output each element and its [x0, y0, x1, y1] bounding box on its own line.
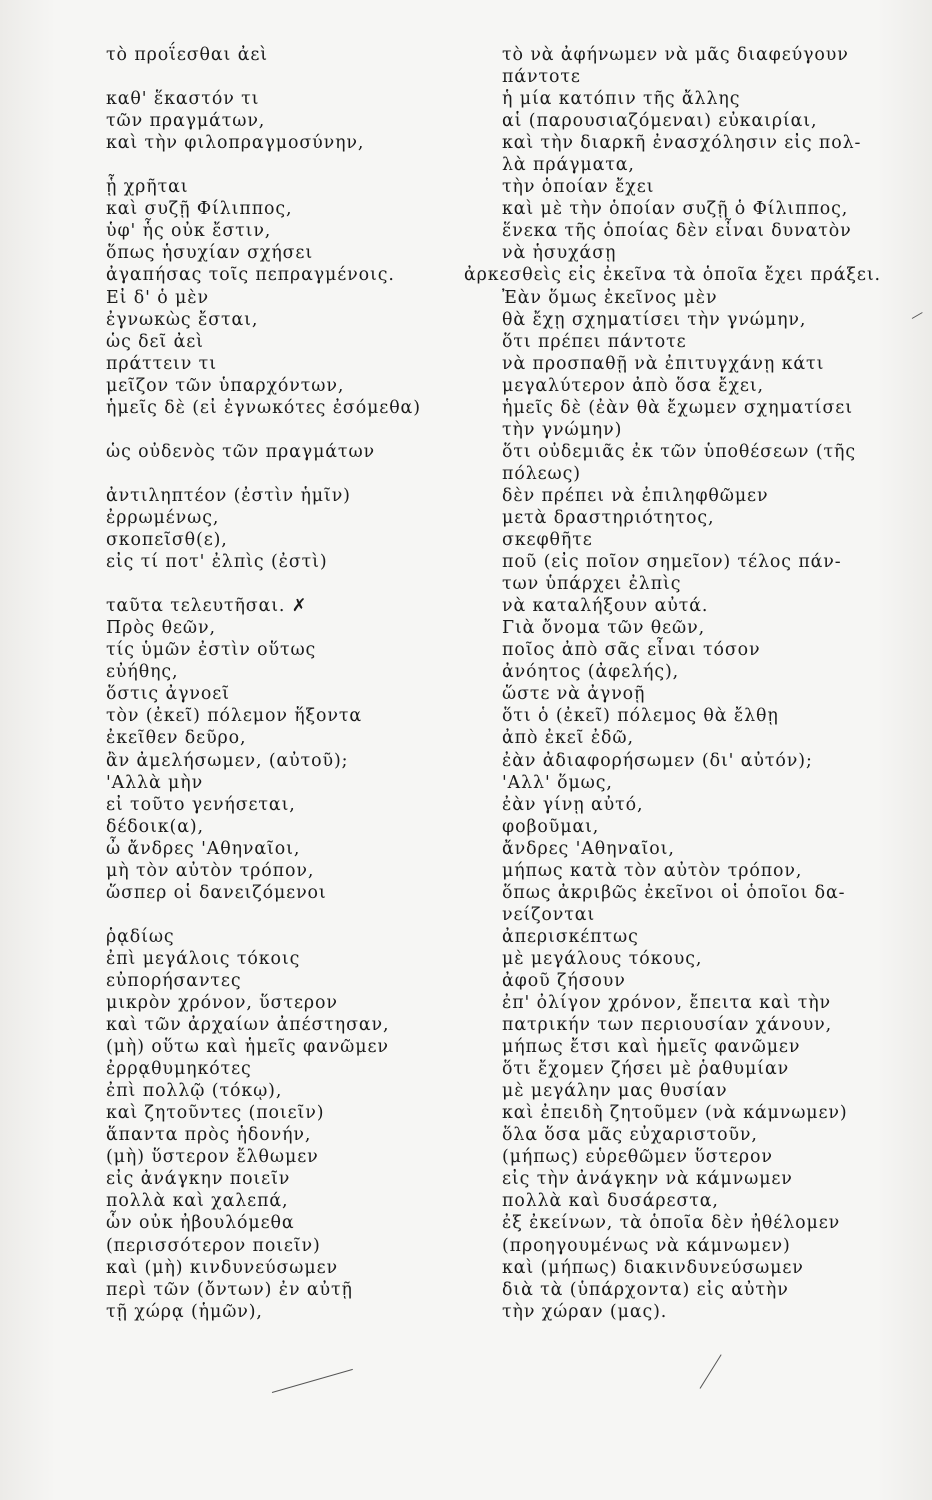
greek-text-line: καὶ τὴν φιλοπραγμοσύνην,: [106, 133, 365, 154]
greek-text-line: ὅστις ἀγνοεῖ: [106, 684, 230, 705]
greek-text-line: μὴ τὸν αὐτὸν τρόπον,: [106, 860, 315, 881]
translation-text-line: ὅτι οὐδεμιᾶς ἐκ τῶν ὑποθέσεων (τῆς: [502, 441, 856, 462]
greek-text-line: καθ' ἕκαστόν τι: [106, 89, 260, 110]
greek-text-line: [106, 154, 476, 176]
translation-text-line: ἀφοῦ ζήσουν: [502, 970, 626, 991]
translation-text-line: τὴν ὁποίαν ἔχει: [502, 177, 655, 198]
translation-text-line: ὅτι πρέπει πάντοτε: [502, 331, 687, 352]
greek-text-line: πολλὰ καὶ χαλεπά,: [106, 1191, 289, 1212]
greek-text-line: τῇ χώρᾳ (ἡμῶν),: [106, 1301, 263, 1322]
greek-text-line: ῥᾳδίως: [106, 926, 175, 947]
greek-text-line: ἐπὶ πολλῷ (τόκῳ),: [106, 1081, 283, 1102]
greek-text-line: ὦ ἄνδρες 'Αθηναῖοι,: [106, 838, 301, 859]
greek-text-line: [106, 419, 476, 441]
translation-text-line: Γιὰ ὄνομα τῶν θεῶν,: [502, 618, 706, 639]
translation-text-line: τὸ νὰ ἀφήνωμεν νὰ μᾶς διαφεύγουν: [502, 45, 849, 65]
translation-text-line: μεγαλύτερον ἀπὸ ὅσα ἔχει,: [502, 375, 764, 396]
translation-text-line: πάντοτε: [502, 67, 581, 88]
translation-text-line: τὴν γνώμην): [502, 419, 623, 440]
translation-text-line: θὰ ἔχῃ σχηματίσει τὴν γνώμην,: [502, 309, 807, 330]
greek-text-line: ὥσπερ οἱ δανειζόμενοι: [106, 882, 327, 903]
translation-text-line: ὅτι ὁ (ἐκεῖ) πόλεμος θὰ ἔλθῃ: [502, 706, 779, 727]
translation-text-line: ὥστε νὰ ἀγνοῇ: [502, 684, 646, 705]
translation-text-line: μετὰ δραστηριότητος,: [502, 507, 715, 528]
greek-text-line: ᾗ χρῆται: [106, 177, 189, 198]
greek-text-line: ἐπὶ μεγάλοις τόκοις: [106, 948, 301, 969]
greek-text-line: τίς ὑμῶν ἐστὶν οὕτως: [106, 640, 317, 661]
greek-text-line: καὶ ζητοῦντες (ποιεῖν): [106, 1103, 325, 1124]
greek-text-line: ἐγνωκὼς ἔσται,: [106, 309, 259, 330]
translation-text-line: ποῖος ἀπὸ σᾶς εἶναι τόσον: [502, 640, 761, 661]
greek-text-line: τῶν πραγμάτων,: [106, 111, 266, 132]
translation-text-line: καὶ (μήπως) διακινδυνεύσωμεν: [502, 1257, 804, 1278]
translation-text-line: τὴν χώραν (μας).: [502, 1301, 668, 1322]
translation-text-line: πόλεως): [502, 463, 581, 484]
translation-text-line: διὰ τὰ (ὑπάρχοντα) εἰς αὐτὴν: [502, 1279, 789, 1300]
translation-text-line: νὰ καταλήξουν αὐτά.: [502, 596, 709, 617]
translation-text-line: μὲ μεγάλους τόκους,: [502, 948, 703, 969]
greek-text-line: εἰς ἀνάγκην ποιεῖν: [106, 1169, 291, 1190]
translation-text-line: μήπως ἔτσι καὶ ἡμεῖς φανῶμεν: [502, 1037, 801, 1058]
greek-text-line: [106, 904, 476, 926]
translation-text-line: ἡμεῖς δὲ (ἐὰν θὰ ἔχωμεν σχηματίσει: [502, 397, 853, 418]
translation-text-line: ἕνεκα τῆς ὁποίας δὲν εἶναι δυνατὸν: [502, 221, 852, 242]
greek-text-line: σκοπεῖσθ(ε),: [106, 530, 228, 551]
greek-text-line: ὅπως ἡσυχίαν σχήσει: [106, 243, 314, 264]
greek-text-line: (περισσότερον ποιεῖν): [106, 1235, 321, 1256]
greek-text-line: ἀντιληπτέον (ἐστὶν ἡμῖν): [106, 485, 351, 506]
translation-text-line: ἐὰν ἀδιαφορήσωμεν (δι' αὐτόν);: [502, 750, 813, 771]
translation-text-line: νείζονται: [502, 904, 596, 925]
pen-stroke-bottom-left: [272, 1369, 353, 1393]
translation-text-line: των ὑπάρχει ἐλπὶς: [502, 574, 682, 595]
translation-text-line: 'Αλλ' ὅμως,: [502, 772, 613, 793]
greek-text-line: εὐπορήσαντες: [106, 970, 242, 991]
translation-text-line: (προηγουμένως νὰ κάμνωμεν): [502, 1235, 791, 1256]
translation-text-line: φοβοῦμαι,: [502, 816, 600, 837]
greek-text-line: πράττειν τι: [106, 353, 217, 374]
greek-text-line: μικρὸν χρόνον, ὕστερον: [106, 993, 338, 1014]
greek-text-line: ὧν οὐκ ἠβουλόμεθα: [106, 1213, 295, 1234]
translation-text-line: ἐὰν γίνῃ αὐτό,: [502, 794, 644, 815]
translation-text-line: ἀρκεσθεὶς εἰς ἐκεῖνα τὰ ὁποῖα ἔχει πράξει.: [464, 265, 881, 286]
greek-text-line: καὶ (μὴ) κινδυνεύσωμεν: [106, 1257, 338, 1278]
translation-text-line: ποῦ (εἰς ποῖον σημεῖον) τέλος πάν-: [502, 552, 842, 573]
translation-text-line: πολλὰ καὶ δυσάρεστα,: [502, 1191, 719, 1212]
greek-text-line: εἰ τοῦτο γενήσεται,: [106, 794, 296, 815]
greek-text-line: [106, 66, 476, 88]
greek-text-line: ὡς οὐδενὸς τῶν πραγμάτων: [106, 441, 375, 462]
greek-text-line: (μὴ) ὕστερον ἔλθωμεν: [106, 1147, 319, 1168]
translation-text-line: λὰ πράγματα,: [502, 155, 635, 176]
pen-stroke-bottom-right: [700, 1354, 722, 1388]
translation-text-line: ἐξ ἐκείνων, τὰ ὁποῖα δὲν ἠθέλομεν: [502, 1213, 841, 1234]
greek-text-line: ἐρρᾳθυμηκότες: [106, 1059, 252, 1080]
greek-text-line: ὑφ' ἧς οὐκ ἔστιν,: [106, 221, 272, 242]
greek-text-line: [106, 463, 476, 485]
greek-text-line: καὶ τῶν ἀρχαίων ἀπέστησαν,: [106, 1015, 390, 1036]
translation-text-line: αἱ (παρουσιαζόμεναι) εὐκαιρίαι,: [502, 111, 818, 132]
translation-text-line: ἀπερισκέπτως: [502, 926, 639, 947]
translation-text-line: ὅλα ὅσα μᾶς εὐχαριστοῦν,: [502, 1125, 758, 1146]
translation-text-line: καὶ μὲ τὴν ὁποίαν συζῇ ὁ Φίλιππος,: [502, 199, 849, 220]
greek-text-line: ἐρρωμένως,: [106, 507, 220, 528]
greek-text-line: ἅπαντα πρὸς ἡδονήν,: [106, 1125, 312, 1146]
translation-text-line: μὲ μεγάλην μας θυσίαν: [502, 1081, 728, 1102]
translation-text-line: εἰς τὴν ἀνάγκην νὰ κάμνωμεν: [502, 1169, 793, 1190]
translation-text-line: πατρικήν των περιουσίαν χάνουν,: [502, 1015, 833, 1036]
modern-greek-translation-column: [464, 44, 922, 1323]
greek-text-line: εὐήθης,: [106, 662, 179, 683]
translation-text-line: ὅπως ἀκριβῶς ἐκεῖνοι οἱ ὁποῖοι δα-: [502, 882, 846, 903]
greek-text-line: (μὴ) οὕτω καὶ ἡμεῖς φανῶμεν: [106, 1037, 389, 1058]
greek-text-line: ταῦτα τελευτῆσαι. ✗: [106, 596, 308, 617]
greek-text-line: δέδοικ(α),: [106, 816, 204, 837]
greek-text-line: τὸν (ἐκεῖ) πόλεμον ἥξοντα: [106, 706, 363, 727]
translation-text-line: ὅτι ἔχομεν ζήσει μὲ ῥαθυμίαν: [502, 1059, 790, 1080]
greek-text-line: περὶ τῶν (ὄντων) ἐν αὐτῇ: [106, 1279, 353, 1300]
translation-text-line: νὰ ἡσυχάσῃ: [502, 243, 617, 264]
translation-text-line: μήπως κατὰ τὸν αὐτὸν τρόπον,: [502, 860, 803, 881]
greek-text-line: ἐκεῖθεν δεῦρο,: [106, 728, 247, 749]
translation-text-line: ἀπὸ ἐκεῖ ἐδῶ,: [502, 728, 634, 749]
greek-text-line: Εἰ δ' ὁ μὲν: [106, 287, 209, 308]
translation-text-line: ἄνδρες 'Αθηναῖοι,: [502, 838, 675, 859]
translation-text-line: (μήπως) εὑρεθῶμεν ὕστερον: [502, 1147, 773, 1168]
greek-text-line: καὶ συζῇ Φίλιππος,: [106, 199, 293, 220]
greek-text-line: τὸ προΐεσθαι ἀεὶ: [106, 45, 268, 65]
greek-text-line: ἀγαπήσας τοῖς πεπραγμένοις.: [106, 265, 395, 286]
greek-text-line: [106, 573, 476, 595]
greek-text-line: Πρὸς θεῶν,: [106, 618, 216, 639]
translation-text-line: δὲν πρέπει νὰ ἐπιληφθῶμεν: [502, 485, 769, 506]
translation-text-line: νὰ προσπαθῇ νὰ ἐπιτυγχάνῃ κάτι: [502, 353, 825, 374]
translation-text-line: καὶ ἐπειδὴ ζητοῦμεν (νὰ κάμνωμεν): [502, 1103, 848, 1124]
greek-text-line: ἂν ἀμελήσωμεν, (αὐτοῦ);: [106, 750, 349, 771]
translation-text-line: ἡ μία κατόπιν τῆς ἄλλης: [502, 89, 741, 110]
translation-text-line: καὶ τὴν διαρκῆ ἐνασχόλησιν εἰς πολ-: [502, 133, 862, 154]
greek-text-line: ἡμεῖς δὲ (εἰ ἐγνωκότες ἐσόμεθα): [106, 397, 421, 418]
greek-text-line: μεῖζον τῶν ὑπαρχόντων,: [106, 375, 345, 396]
translation-text-line: ἀνόητος (ἀφελής),: [502, 662, 680, 683]
greek-text-line: 'Αλλὰ μὴν: [106, 772, 204, 793]
translation-text-line: Ἐὰν ὅμως ἐκεῖνος μὲν: [502, 287, 718, 308]
greek-text-line: εἰς τί ποτ' ἐλπὶς (ἐστὶ): [106, 552, 328, 573]
translation-text-line: ἐπ' ὀλίγον χρόνον, ἔπειτα καὶ τὴν: [502, 993, 832, 1014]
translation-text-line: σκεφθῆτε: [502, 530, 593, 551]
greek-text-line: ὡς δεῖ ἀεὶ: [106, 331, 204, 352]
ancient-greek-column: [106, 44, 476, 1323]
